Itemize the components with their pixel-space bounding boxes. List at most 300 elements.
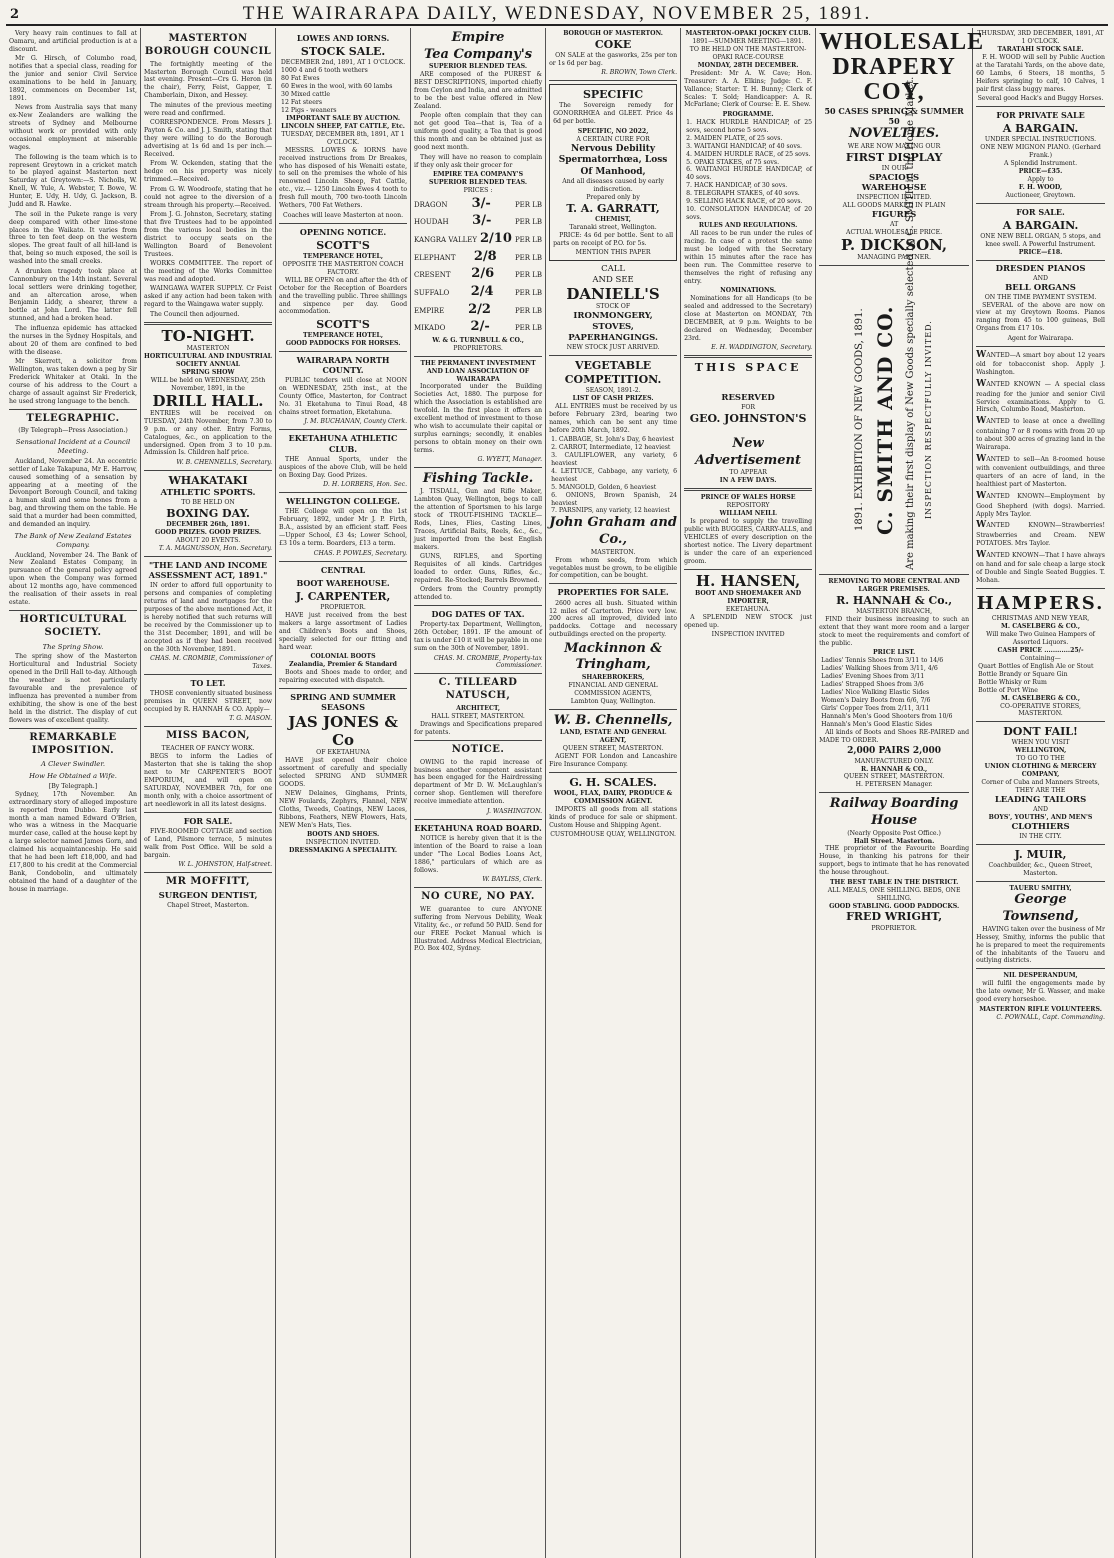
ad-heading: FOR SALE. bbox=[183, 815, 233, 826]
list-item: 3. CAULIFLOWER, any variety, 6 heaviest bbox=[551, 451, 678, 467]
ad-line: And all diseases caused by early indiscretion. bbox=[562, 178, 664, 194]
article-text: The spring show of the Masterton Horticultural and Industrial Society opened in the Drill Hall to-day. Although the weather is not particularly favourable and the prevalence of influenza has prevented a number from exhibiting, the show is one of the best held in the district. The display of cut flowers was of excellent quality. bbox=[9, 653, 138, 724]
ad-line: FOR bbox=[741, 403, 756, 411]
ad-line: BOOTS AND SHOES. bbox=[306, 831, 380, 839]
ad-text: President: Mr A. W. Cave; Hon. Treasurer: A. A. Elkins; Judge: C. F. Vallance; Starter: T. H. Bunny; Clerk of Scales: T. Sold; Handicapper: A. R. McFarlane; Clerk of Course: E. E. Shew. bbox=[684, 69, 813, 109]
ad-text: PRICE: 4s 6d per bottle. Sent to all parts on receipt of P.O. for 5s. bbox=[553, 231, 674, 247]
ad-heading: J. CARPENTER, bbox=[295, 589, 391, 603]
list-item: Ladies' Tennis Shoes from 3/11 to 14/6 bbox=[821, 657, 944, 665]
ad-line: SEASON, 1891-2. bbox=[585, 386, 641, 394]
ad-line: HALL STREET, MASTERTON. bbox=[431, 712, 525, 720]
ad-heading: T. A. GARRATT, bbox=[566, 201, 660, 215]
ad-heading: SPECIFIC bbox=[582, 88, 644, 102]
ad-heading: DRILL HALL. bbox=[152, 391, 264, 410]
ad-line: PRICES : bbox=[463, 186, 493, 194]
article-heading: Sensational Incident at a Council Meeting. bbox=[15, 438, 131, 456]
paragraph: News from Australia says that many ex-New Zealanders are walking the streets of Sydney and Melbourne without work or provided with only occasional employment at miserable wages. bbox=[9, 104, 138, 152]
ad-subheading: CHEMIST, bbox=[595, 216, 631, 224]
divider bbox=[976, 881, 1105, 882]
ad-text: PUBLIC tenders will close at NOON on WEDNESDAY, 25th inst., at the County Office, Masterton, for Contract No. 31 Eketahuna to Tinui Road, 48 chains street formation, Eketahuna. bbox=[279, 377, 408, 417]
ad-subheading: WOOL, FLAX, DAIRY, PRODUCE & COMMISSION AGENT. bbox=[553, 790, 673, 806]
ad-text: IMPORTS all goods from all stations kinds of produce for sale or shipment. Custom House and Shipping Agent. bbox=[549, 806, 678, 829]
ad-heading: C. TILLEARD NATUSCH, bbox=[438, 677, 518, 702]
ad-line: Will make Two Guinea Hampers of Assorted Liquors. bbox=[986, 631, 1095, 647]
ad-heading: DANIELL'S bbox=[566, 284, 660, 303]
ad-text: THE College will open on the 1st February, 1892, under Mr J. P. Firth, B.A., assisted by an efficient staff. Fees—Upper School, £3 4s; Lower School, £3 10s a term. Boarders, £13 a term. bbox=[279, 508, 408, 548]
ad-text: HAVE just received from the best makers a large assortment of Ladies and Children's Boots and Shoes, specially selected for our fitting and hard wear. bbox=[279, 611, 408, 651]
ad-line: LIST OF CASH PRIZES. bbox=[572, 394, 654, 402]
ad-heading: WHOLESALE bbox=[819, 29, 985, 55]
ad-line: OF EKETAHUNA bbox=[316, 748, 370, 756]
ad-text: ENTRIES will be received on TUESDAY, 24th November, from 7.30 to 9 p.m. or any other. Entry Forms, Catalogues, &c., on application to the undersigned. Open from 3 to 10 p.m. Admission Is. Children half price. bbox=[144, 409, 273, 457]
list-item: 12 Pigs - weaners bbox=[281, 106, 337, 114]
ad-line: RESERVED bbox=[721, 393, 775, 404]
ad-line: PRICE—£18. bbox=[1018, 248, 1063, 256]
ad-line: RULES AND REGULATIONS. bbox=[698, 222, 798, 229]
ad-heading: WAIRARAPA NORTH COUNTY. bbox=[296, 354, 390, 376]
divider bbox=[414, 887, 542, 888]
ad-line: MONDAY, 28TH DECEMBER. bbox=[697, 61, 799, 69]
ad-signature: T. A. MAGNUSSON, Hon. Secretary. bbox=[158, 544, 273, 552]
ad-subheading: ATHLETIC SPORTS. bbox=[160, 487, 256, 498]
ad-line: Containing— bbox=[1020, 654, 1061, 662]
prize-list bbox=[549, 436, 677, 515]
ad-line: QUEEN STREET, MASTERTON. bbox=[562, 745, 664, 753]
wanted-ad: WANTED to lease at once a dwelling containing 7 or 8 rooms with from 20 up to about 300 acres of grazing land in the Wairarapa. bbox=[976, 416, 1105, 451]
ad-line: EKETAHUNA. bbox=[725, 605, 771, 613]
article-text: Sydney, 17th November. An extraordinary story of alleged imposture is reported from Dubbo. Early last month a man named Edward O'Brien, who was a witness in the Macquarie murder case, called at the house kept by a large selector named James Gorn, and claimed his acquaintanceship. He said that he had been left £18,000, and had £17,800 to his credit at the Commercial Bank, Condobolin, and ultimately obtained the hand of a daughter of the house in marriage. bbox=[9, 790, 138, 893]
ad-heading: PRINCE OF WALES HORSE bbox=[700, 494, 796, 502]
ad-text: HAVING taken over the business of Mr Hessey, Smithy, informs the public that he is prepared to meet the requirements of the inhabitants of the Taueru and outlying districts. bbox=[976, 925, 1105, 965]
ad-line: ABOUT 20 EVENTS. bbox=[175, 536, 241, 544]
ad-line: TO BE HELD ON THE MASTERTON-OPAKI RACE-COURSE bbox=[689, 45, 807, 61]
byline: (By Telegraph—Press Association.) bbox=[18, 427, 128, 435]
ad-text: ARE composed of the PUREST & BEST DESCRIPTIONS, imported chiefly from Ceylon and India, and are admitted to be the best value offered in New Zealand. bbox=[414, 71, 543, 110]
paragraph: The influenza epidemic has attacked the nurses in the Sydney Hospitals, and about 20 of them are confined to bed with the disease. bbox=[9, 324, 138, 356]
divider bbox=[684, 355, 812, 358]
ad-line: COLONIAL BOOTS bbox=[310, 653, 376, 661]
ad-heading: JAS JONES & Co bbox=[288, 713, 398, 749]
divider bbox=[414, 740, 542, 741]
article-subheading: The Spring Show. bbox=[42, 642, 104, 651]
ad-line: Corner of Cuba and Manners Streets, bbox=[981, 779, 1100, 787]
ad-line: CO-OPERATIVE STORES, bbox=[1000, 702, 1081, 710]
ad-heading: PROPERTIES FOR SALE. bbox=[557, 587, 669, 598]
ad-line: ALL MEALS, ONE SHILLING. BEDS, ONE SHILLING. bbox=[827, 886, 961, 902]
divider bbox=[549, 355, 677, 356]
ad-line: HORTICULTURAL AND INDUSTRIAL SOCIETY ANNUAL bbox=[144, 352, 272, 368]
list-item: Ladies' Evening Shoes from 3/11 bbox=[821, 673, 925, 681]
tea-price-row: EMPIRE 2/2 PER LB bbox=[414, 301, 543, 317]
divider bbox=[144, 812, 272, 813]
ad-heading: TARATAHI STOCK SALE. bbox=[997, 45, 1084, 53]
ad-line: GOOD STABLING. GOOD PADDOCKS. bbox=[829, 902, 960, 910]
ad-heading: STOCK SALE. bbox=[300, 45, 386, 59]
list-item: Bottle Brandy or Square Gin bbox=[978, 670, 1068, 678]
ad-heading: NOTICE. bbox=[451, 743, 505, 755]
ad-heading: DRESDEN PIANOS bbox=[995, 263, 1086, 274]
ad-subheading: TEACHER OF FANCY WORK. bbox=[161, 745, 255, 753]
divider bbox=[414, 605, 542, 606]
ad-line: 1891. EXHIBITION OF NEW GOODS, 1891. bbox=[854, 308, 866, 532]
divider bbox=[549, 709, 677, 710]
ad-line: A CERTAIN CURE FOR bbox=[576, 135, 650, 143]
list-item: 4. MAIDEN HURDLE RACE, of 25 sovs. bbox=[686, 150, 811, 158]
ad-heading: J. MUIR, bbox=[1014, 847, 1067, 861]
ad-heading: "THE LAND AND INCOME ASSESSMENT ACT, 1891." bbox=[148, 559, 268, 580]
divider bbox=[976, 721, 1105, 722]
paragraph: The minutes of the previous meeting were read and confirmed. bbox=[144, 101, 273, 117]
ad-line: NEW STOCK JUST ARRIVED. bbox=[566, 343, 660, 351]
ad-heading: LOWES AND IORNS. bbox=[296, 33, 390, 43]
ad-line: TO GO TO THE bbox=[1016, 755, 1065, 763]
ad-line: AND SEE bbox=[592, 275, 634, 286]
ad-heading: FOR PRIVATE SALE bbox=[996, 109, 1085, 120]
ad-heading: G. H. SCALES. bbox=[569, 776, 657, 790]
ad-signature: W. B. CHENNELLS, Secretary. bbox=[176, 458, 273, 466]
paragraph: The Council then adjourned. bbox=[150, 310, 240, 318]
ad-text: THE Annual Sports, under the auspices of the above Club, will be held on Boxing Day. Good Prizes. bbox=[279, 455, 408, 479]
divider bbox=[976, 203, 1105, 204]
ad-text: F. H. WOOD will sell by Public Auction at the Taratahi Yards, on the above date, 60 Lambs, 6 Steers, 18 months, 5 Heifers springing to calf, 10 Calves, 1 pair first class buggy mares. bbox=[976, 53, 1105, 93]
ad-text: Boots and Shoes made to order, and repairing executed with dispatch. bbox=[279, 669, 408, 684]
ad-line: UNDER SPECIAL INSTRUCTIONS. bbox=[984, 136, 1097, 144]
ad-heading: NIL DESPERANDUM, bbox=[1003, 972, 1078, 980]
list-item: 6. WAITANGI HURDLE HANDICAP, of 40 sovs. bbox=[686, 166, 813, 182]
ad-text: FIVE-ROOMED COTTAGE and section of Land, Pilsmore terrace, 5 minutes walk from Post Office. Will be sold a bargain. bbox=[144, 827, 273, 859]
ad-line: GOOD PADDOCKS FOR HORSES. bbox=[285, 339, 401, 347]
ad-line: THE BEST TABLE IN THE DISTRICT. bbox=[829, 878, 959, 886]
ad-heading: FRED WRIGHT, bbox=[846, 910, 943, 924]
ad-line: Agent for Wairarapa. bbox=[1007, 334, 1074, 342]
article-subheading: A Clever Swindler. bbox=[41, 760, 105, 769]
ad-heading: THE PERMANENT INVESTMENT AND LOAN ASSOCIATION OF WAIRARAPA bbox=[420, 359, 536, 383]
ad-text: Incorporated under the Building Societies Act, 1880. The purpose for which the Association is established are twofold. In the first place it offers an excellent method of investment to those who wish to accumulate their capital or surplus earnings; secondly, it enables persons to obtain money on their own terms. bbox=[414, 383, 543, 454]
ad-line: PAPERHANGINGS. bbox=[568, 332, 658, 343]
ad-text: From whom seeds, from which vegetables must be grown, to be eligible for competition, can be bought. bbox=[549, 556, 678, 580]
ad-heading: WELLINGTON COLLEGE. bbox=[286, 496, 400, 507]
wanted-ad: WANTED to sell—An 8-roomed house with convenient outbuildings, and three quarters of an acre of land, in the healthiest part of Masterton. bbox=[976, 453, 1105, 489]
ad-line: MASTERTON. bbox=[590, 548, 636, 556]
ad-heading: R. HANNAH & Co., bbox=[836, 594, 953, 608]
ad-heading: George Townsend, bbox=[1002, 892, 1079, 925]
ad-heading: SCOTT'S bbox=[316, 238, 370, 252]
ad-heading: BOOT WAREHOUSE. bbox=[296, 577, 390, 588]
ad-signature: CHAS. P. POWLES, Secretary. bbox=[313, 549, 408, 557]
list-item: 4. LETTUCE, Cabbage, any variety, 6 heaviest bbox=[551, 467, 678, 483]
ad-subheading: TEMPERANCE HOTEL, bbox=[303, 252, 384, 260]
divider bbox=[279, 429, 407, 430]
ad-heading: DONT FAIL! bbox=[1003, 725, 1078, 739]
ad-line: Coaches will leave Masterton at noon. bbox=[283, 211, 404, 219]
ad-subheading: TEMPERANCE HOTEL, bbox=[303, 331, 384, 339]
ad-line: MANAGING PARTNER. bbox=[857, 254, 931, 262]
ad-signature: J. M. BUCHANAN, County Clerk. bbox=[304, 418, 408, 426]
ad-line: BOYS', YOUTHS', AND MEN'S bbox=[988, 813, 1093, 821]
paragraph: A drunken tragedy took place at Cannonbury on the 14th instant. Several local settlers were drinking together, and an altercation arose, when Benjamin Liddy, a shearer, threw a bottle at John Lord. The latter fell stunned, and had a broken head. bbox=[9, 267, 138, 323]
ad-heading: BOXING DAY. bbox=[166, 506, 250, 520]
ad-line: ONE NEW MIGNON PIANO. (Gerhard Frank.) bbox=[980, 144, 1101, 160]
ad-signature: T. G. MASON. bbox=[229, 715, 273, 723]
ad-text: Orders from the Country promptly attended to. bbox=[414, 586, 543, 602]
ad-line: SPRING SHOW bbox=[181, 368, 235, 376]
ad-text: AGENT FOR London and Lancashire Fire Insurance Company. bbox=[549, 753, 678, 769]
ad-text: J. TISDALL, Gun and Rifle Maker, Lambton Quay, Wellington, begs to call the attention of Sportsmen to his large stock of TROUT-FISHING TACKLE—Rods, Lines, Flies, Casting Lines, Traces, Artificial Baits, Reels, &c., &c., just imported from the best English makers. bbox=[414, 487, 543, 551]
ad-line: CHRISTMAS AND NEW YEAR, bbox=[991, 615, 1090, 623]
paragraph: The soil in the Pukete range is very deep compared with other lime-stone places in the Waikato. It varies from three to ten feet deep on the western slopes. The great fault of all hill-land is that, being so much exposed, the soil is washed into the small creeks. bbox=[9, 210, 138, 266]
ad-text: will fulfil the engagements made by the late owner, Mr G. Wasser, and make good every horseshoe. bbox=[976, 980, 1105, 1004]
ad-line: Apply to bbox=[1027, 175, 1054, 183]
ad-line: THURSDAY, 3RD DECEMBER, 1891, AT 1 O'CLOCK. bbox=[977, 30, 1104, 45]
paragraph: The following is the team which is to represent Greytown in a cricket match to be played against Masterton next Saturday at Greytown:—S. Nicholls, W. Knell, W. Yule, A. Webster, T. Bowe, W. Hunter, E. Udy, H. Udy, G. Jackson, B. Judd and R. Hawke. bbox=[9, 153, 138, 209]
divider bbox=[279, 223, 407, 224]
ad-heading: A BARGAIN. bbox=[1002, 122, 1079, 136]
section-heading: MASTERTON BOROUGH COUNCIL bbox=[144, 33, 272, 57]
ad-line: W. & G. TURNBULL & CO., bbox=[432, 336, 524, 344]
list-item: Hannah's Men's Good Shooters from 10/6 bbox=[821, 712, 953, 720]
ad-heading: TO LET. bbox=[190, 677, 226, 688]
section-heading: REMARKABLE IMPOSITION. bbox=[29, 731, 117, 756]
ad-line: WILL be held on WEDNESDAY, 25th November, 1891, in the bbox=[150, 376, 266, 392]
ad-line: IN OUR bbox=[881, 164, 907, 172]
divider bbox=[279, 688, 407, 689]
ad-heading: NO CURE, NO PAY. bbox=[421, 890, 535, 902]
divider bbox=[684, 488, 812, 491]
ad-heading: TO-NIGHT. bbox=[161, 326, 255, 345]
ad-line: M. CASELBERG & CO., bbox=[1001, 694, 1080, 702]
ad-line: R. HANNAH & CO., bbox=[860, 765, 928, 773]
ad-text: A SPLENDID NEW STOCK just opened up. bbox=[684, 613, 813, 629]
ad-line: CUSTOMHOUSE QUAY, WELLINGTON. bbox=[550, 831, 676, 839]
ad-line: ON THE TIME PAYMENT SYSTEM. bbox=[984, 293, 1097, 301]
ad-text: They will have no reason to complain if they only ask their grocer for bbox=[414, 153, 543, 169]
ad-text: People often complain that they can not get good Tea—that is, Tea of a uniform good quality, a Tea that is good this month and can be obtained just as good next month. bbox=[414, 112, 543, 152]
divider bbox=[414, 819, 542, 820]
ad-line: Coachbuilder, &c., Queen Street, Masterton. bbox=[988, 861, 1093, 877]
list-item: 60 Ewes in the wool, with 60 lambs bbox=[281, 83, 393, 91]
divider bbox=[144, 872, 272, 873]
column-7 bbox=[816, 28, 985, 1558]
ad-text: SEVERAL of the above are now on view at my Greytown Rooms. Pianos ranging from 45 to 100 guineas, Bell Organs from £17 10s. bbox=[976, 301, 1105, 333]
ad-line: REPOSITORY bbox=[726, 502, 770, 510]
ad-line: COMPANY, bbox=[1021, 771, 1060, 779]
tea-price-row: KANGRA VALLEY 2/10 PER LB bbox=[414, 231, 543, 246]
ad-line: PROGRAMME. bbox=[722, 110, 774, 118]
divider bbox=[144, 674, 272, 675]
wanted-ad: WANTED KNOWN—Employment by Good Shepherd (with dogs). Married. Apply Mrs Taylor. bbox=[976, 491, 1105, 518]
ad-line: CASH PRICE ............25/- bbox=[997, 646, 1084, 654]
ad-text: All races to be run under the rules of racing. In case of a protest the same must be lodged with the Secretary within 15 minutes after the race has been run. The Committee reserve to themselves the right of refusing any entry. bbox=[684, 229, 813, 285]
ad-line: EMPIRE TEA COMPANY'S bbox=[433, 170, 524, 178]
ad-signature: W. BAYLISS, Clerk. bbox=[482, 876, 543, 884]
divider bbox=[279, 492, 407, 493]
ad-text: The Sovereign remedy for GONORRHŒA and GLEET. Price 4s 6d per bottle. bbox=[553, 102, 674, 126]
ad-line: Hall Street. Masterton. bbox=[853, 837, 935, 845]
ad-text: GUNS, RIFLES, and Sporting Requisites of all kinds. Cartridges loaded to order. Guns, Rifles, &c., repaired. Re-Stocked; Barrels Browned. bbox=[414, 552, 543, 584]
divider bbox=[976, 106, 1105, 107]
list-item: 1000 4 and 6 tooth wethers bbox=[281, 67, 368, 75]
ad-subheading: SHAREBROKERS, bbox=[581, 674, 645, 682]
ad-line: WELLINGTON, bbox=[1014, 747, 1067, 755]
ad-heading: DRAPERY bbox=[832, 54, 956, 81]
ad-line: REMOVING TO MORE CENTRAL AND LARGER PREMISES. bbox=[828, 578, 960, 594]
ad-line: AND bbox=[1033, 805, 1048, 813]
paragraph: The fortnightly meeting of the Masterton Borough Council was held last evening. Present—Crs G. Heron (in the chair), Ferry, Feist, Gapper, T. Chamberlain, Dixon, and Hessey. bbox=[144, 60, 273, 100]
ad-heading: MISS BACON, bbox=[166, 730, 250, 742]
column-5 bbox=[546, 28, 681, 1558]
ad-line: CLOTHIERS bbox=[1011, 821, 1070, 832]
masthead bbox=[6, 4, 1108, 26]
divider bbox=[819, 792, 969, 793]
paragraph: WAINGAWA WATER SUPPLY. Cr Feist asked if any action had been taken with regard to the Waingawa water supply. bbox=[144, 285, 273, 309]
paragraph: Mr Skerrett, a solicitor from Wellington, was taken down a peg by Sir Frederick Whitaker at Otaki. In the course of his address to the Court a charge of assault against Sir Frederick, he used strong language to the bench. bbox=[9, 358, 138, 405]
list-item: 7. HACK HANDICAP, of 30 sovs. bbox=[686, 182, 788, 190]
ad-line: LINCOLN SHEEP, FAT CATTLE, Etc. bbox=[281, 122, 405, 130]
ad-heading: H. HANSEN, bbox=[695, 571, 801, 590]
ad-heading: C. SMITH AND CO. bbox=[873, 305, 898, 535]
ad-line: IMPORTANT SALE BY AUCTION. bbox=[286, 114, 400, 122]
race-list bbox=[684, 119, 812, 222]
article-subheading: How He Obtained a Wife. bbox=[29, 772, 117, 781]
column-8 bbox=[973, 28, 1108, 1558]
divider bbox=[976, 968, 1105, 969]
article-text: Auckland, November 24. The Bank of New Zealand Estates Company, in pursuance of the general policy agreed upon when the Company was formed about 12 months ago, have commenced the realisation of their assets in real estate. bbox=[9, 551, 138, 607]
ad-text: 2600 acres all bush. Situated within 12 miles of Carterton. Price very low. 200 acres all improved, divided into paddocks. Cottage and necessary outbuildings erected on the property. bbox=[549, 599, 678, 639]
specific-ad bbox=[549, 84, 677, 261]
ad-line: Are making their first display of New Goods specially selected by C. SMITH in the Home Market. bbox=[904, 76, 916, 571]
ad-line: ACTUAL WHOLESALE PRICE. bbox=[846, 229, 943, 237]
ad-heading: COY, bbox=[863, 79, 925, 106]
ad-line: PROPRIETOR. bbox=[871, 924, 917, 932]
ad-line: 50 CASES SPRING & SUMMER 50 bbox=[824, 105, 964, 126]
ad-line: IRONMONGERY, bbox=[573, 311, 653, 322]
ad-heading: MR MOFFITT, bbox=[166, 876, 250, 888]
list-item: 8. TELEGRAPH STAKES, of 40 sovs. bbox=[686, 190, 800, 198]
paragraph: From W. Ockenden, stating that the hedge on his property was nicely trimmed.—Received. bbox=[144, 160, 273, 184]
divider bbox=[549, 80, 677, 81]
ad-line: INSPECTION INVITED. bbox=[856, 194, 932, 202]
ad-heading: EKETAHUNA ATHLETIC CLUB. bbox=[288, 433, 398, 454]
list-item: 9. SELLING HACK RACE, of 20 sovs. bbox=[686, 198, 803, 206]
paragraph: CORRESPONDENCE. From Messrs J. Payton & Co. and J. J. Smith, stating that they were willing to do the Borough advertising at 1s 6d and 1s per inch.—Received. bbox=[144, 119, 273, 158]
ad-line: WHEN YOU VISIT bbox=[1011, 739, 1070, 747]
ad-signature: C. POWNALL, Capt. Commanding. bbox=[996, 1013, 1105, 1021]
paragraph: From G. W. Woodroofe, stating that he could not agree to the diversion of a stream through his property.—Received. bbox=[144, 185, 273, 209]
ad-line: SPACIOUS bbox=[868, 172, 920, 183]
ad-text: Nominations for all Handicaps (to be sealed and addressed to the Secretary) close at Masterton on MONDAY, 7th DECEMBER, at 9 p.m. Weights to be declared on Wednesday, December 23rd. bbox=[684, 294, 813, 342]
ad-line: Nervous Debility Spermatorrhœa, Loss Of Manhood, bbox=[558, 143, 668, 177]
ad-heading: MASTERTON-OPAKI JOCKEY CLUB. bbox=[685, 30, 811, 37]
ad-text: MESSRS. LOWES & IORNS have received instructions from Dr Breakes, who has disposed of his Wenaiti estate, to sell on the premises the whole of his renowned Lincoln Sheep, Fat Cattle, etc., viz.— 1250 Lincoln Ewes 4 tooth to fresh full mouth, 700 two-tooth Lincoln Wethers, 700 Fat Wethers. bbox=[279, 146, 408, 210]
paragraph: From J. G. Johnston, Secretary, stating that five Trustees had to be appointed from the various local bodies in the district to occupy seats on the Wellington Board of Benevolent Trustees. bbox=[144, 210, 273, 258]
ad-line: AT bbox=[889, 221, 899, 229]
column-3 bbox=[276, 28, 411, 1558]
ad-line: NOMINATIONS. bbox=[720, 287, 777, 294]
newspaper-title: THE WAIRARAPA DAILY, WEDNESDAY, NOVEMBER 25, 1891. bbox=[242, 3, 872, 24]
divider bbox=[9, 728, 137, 729]
ad-line: 1891—SUMMER MEETING—1891. bbox=[692, 37, 804, 45]
ad-line: MASTERTON BRANCH, bbox=[856, 608, 933, 616]
ad-line: Several good Hack's and Buggy Horses. bbox=[977, 95, 1104, 102]
ad-line: F. H. WOOD, bbox=[1018, 183, 1063, 191]
list-item: 7. PARSNIPS, any variety, 12 heaviest bbox=[551, 507, 670, 515]
list-item: Ladies' Strapped Shoes from 3/6 bbox=[821, 681, 924, 689]
ad-line: TUESDAY, DECEMBER 8th, 1891, AT 1 O'CLOCK. bbox=[281, 130, 405, 146]
ad-signature: D. H. LORBERS, Hon. Sec. bbox=[323, 481, 408, 489]
tea-price-row: MIKADO 2/- PER LB bbox=[414, 319, 543, 335]
ad-line: WILLIAM NEILL bbox=[719, 509, 777, 517]
divider bbox=[549, 772, 677, 773]
divider bbox=[144, 322, 272, 325]
ad-line: FIRST DISPLAY bbox=[845, 150, 943, 164]
ad-line: MASTERTON bbox=[186, 344, 230, 352]
ad-line: A Splendid Instrument. bbox=[1003, 160, 1078, 168]
ad-line: MANUFACTURED ONLY. bbox=[854, 757, 934, 765]
ad-heading: OPENING NOTICE. bbox=[299, 226, 387, 237]
ad-signature: CHAS. M. CROMBIE, Commissioner of Taxes. bbox=[150, 654, 273, 670]
ad-heading: GEO. JOHNSTON'S bbox=[689, 411, 807, 425]
list-item: 6. ONIONS, Brown Spanish, 24 heaviest bbox=[551, 491, 678, 507]
ad-text: NEW Delaines, Ginghams, Prints, NEW Foulards, Zephyrs, Flannel, NEW Cloths, Tweeds, Coatings, NEW Laces, Ribbons, Feathers, NEW Flowers, Hats, NEW Men's Hats, Ties. bbox=[279, 790, 408, 829]
ad-heading: CENTRAL bbox=[320, 564, 366, 575]
ad-text: IN order to afford full opportunity to persons and companies of completing returns of land and mortgages for the purposes of the above mentioned Act, it is hereby notified that such returns will be received by the Commissioner up to the 31st December, 1891, and will be accepted as if they had been received on the 30th November, 1891. bbox=[144, 582, 273, 653]
ad-heading: Railway Boarding House bbox=[829, 796, 959, 828]
list-item: Hannah's Men's Good Elastic Sides bbox=[821, 720, 933, 728]
ad-line: Zealandia, Premier & Standard bbox=[289, 661, 397, 669]
paragraph: Mr G. Hirsch, of Columbo road, notifies that a special class, reading for the junior and senior Civil Service examinations to be held in January, 1892, commences on December 1st, 1891. bbox=[9, 55, 138, 102]
ad-subheading: LAND, ESTATE AND GENERAL AGENT, bbox=[559, 729, 667, 745]
ad-text: THOSE conveniently situated business premises in QUEEN STREET, now occupied by R. HANNAH & CO. Apply— bbox=[144, 690, 273, 713]
divider bbox=[279, 351, 407, 352]
ad-line: 2,000 PAIRS 2,000 bbox=[847, 746, 942, 757]
tea-price-row: CRESENT 2/6 PER LB bbox=[414, 266, 543, 282]
ad-heading: EKETAHUNA ROAD BOARD. bbox=[414, 822, 542, 833]
ad-heading: SCOTT'S bbox=[316, 317, 370, 331]
ad-heading: Tea Company's bbox=[424, 46, 533, 62]
ad-text: OWING to the rapid increase of business another competent assistant has been engaged for the Hairdressing department of Mr D. W. McLaughlan's corner shop. Gentlemen will therefore receive immediate attention. bbox=[414, 758, 543, 806]
list-item: Quart Bottles of English Ale or Stout bbox=[978, 662, 1094, 670]
wanted-ad: WANTED KNOWN—Strawberries! Strawberries and Cream. NEW POTATOES. Mrs Taylor. bbox=[976, 520, 1105, 547]
ad-line: Auctioneer, Greytown. bbox=[1005, 191, 1076, 199]
column-4 bbox=[411, 28, 546, 1558]
page-number: 2 bbox=[10, 6, 20, 22]
ad-line: MENTION THIS PAPER bbox=[575, 249, 651, 257]
ad-line: PROPRIETOR. bbox=[320, 604, 366, 612]
list-item: 12 Fat steers bbox=[281, 99, 323, 106]
ad-line: STOCK OF bbox=[596, 303, 631, 311]
ad-line: INSPECTION INVITED. bbox=[305, 839, 381, 847]
list-item: 5. MANGOLD, Golden, 6 heaviest bbox=[551, 483, 657, 491]
ad-line: INSPECTION RESPECTFULLY INVITED. bbox=[923, 320, 933, 520]
tea-price-row: HOUDAH 3/- PER LB bbox=[414, 213, 543, 229]
ad-heading: VEGETABLE bbox=[574, 358, 652, 372]
ad-line: IN A FEW DAYS. bbox=[719, 477, 777, 485]
ad-heading: BOROUGH OF MASTERTON. bbox=[563, 30, 663, 37]
ad-line: SUPERIOR BLENDED TEAS. bbox=[429, 178, 528, 186]
ad-subheading: SURGEON DENTIST, bbox=[158, 890, 258, 901]
list-item: Ladies' Walking Shoes from 3/11, 4/6 bbox=[821, 665, 938, 673]
columns bbox=[6, 28, 1108, 1558]
ad-heading: COMPETITION. bbox=[564, 372, 662, 386]
list-item: Bottle of Port Wine bbox=[978, 686, 1038, 694]
ad-text: ON SALE at the gasworks, 25s per ton or 1s 6d per bag. bbox=[549, 52, 678, 67]
hamper-list bbox=[976, 663, 1105, 695]
divider bbox=[144, 726, 272, 727]
list-item: 1. CABBAGE, St. John's Day, 6 heaviest bbox=[551, 436, 675, 443]
divider bbox=[279, 561, 407, 562]
ad-heading: THIS SPACE bbox=[694, 361, 802, 374]
ad-heading: DOG DATES OF TAX. bbox=[431, 609, 525, 620]
